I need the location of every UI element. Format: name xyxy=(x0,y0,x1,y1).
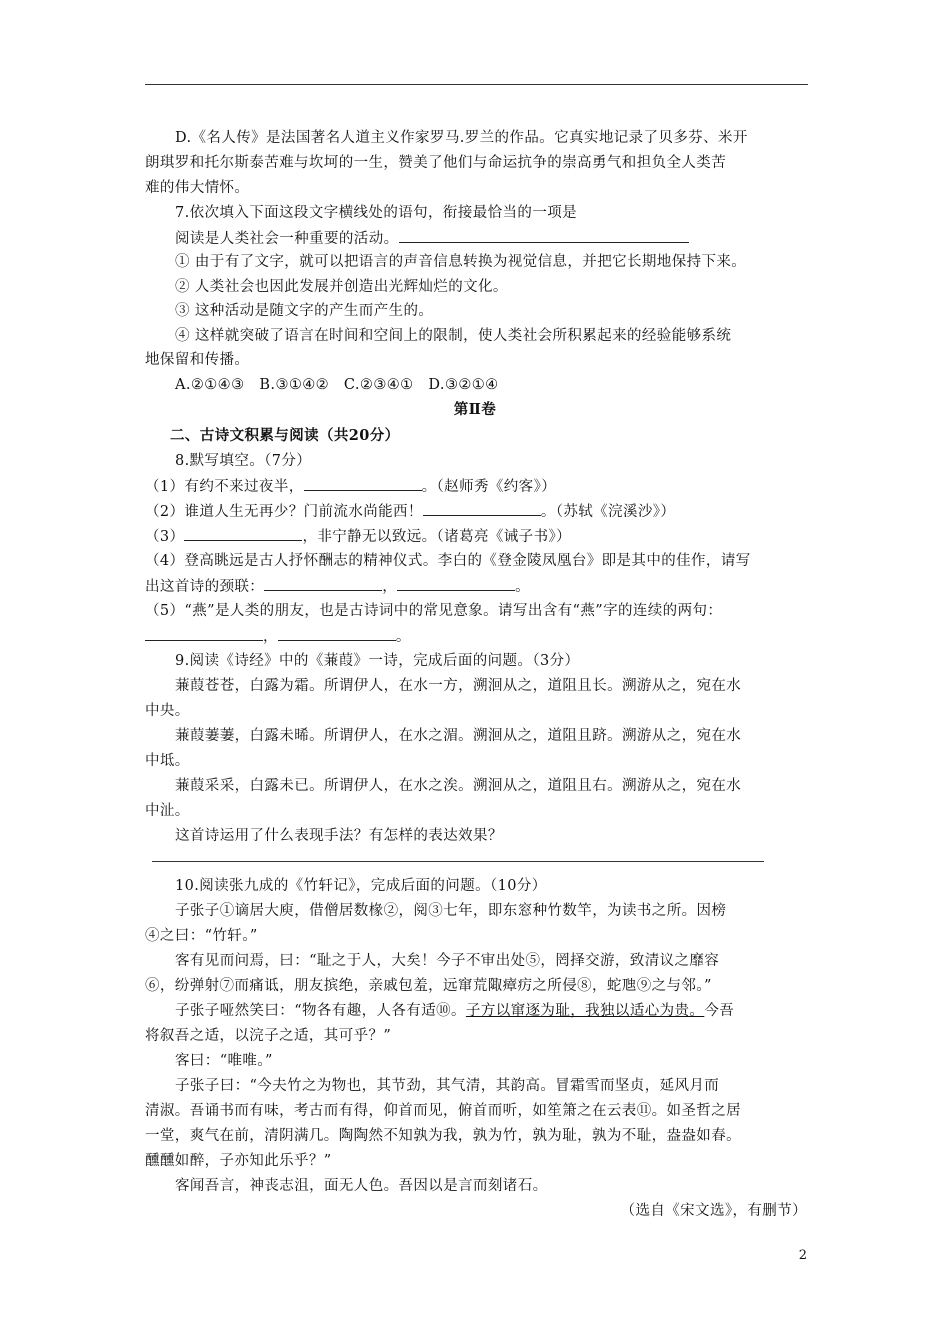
q8-item-2: （2）谁道人生无再少？门前流水尚能西！ 。（苏轼《浣溪沙》） xyxy=(145,501,675,522)
text-para-2-line1: 客有见而问焉，曰：“耻之于人，大矣！今子不审出处⑤，罔择交游，致清议之靡容 xyxy=(175,953,720,969)
q8-item-4-line1: （4）登高眺远是古人抒怀酬志的精神仪式。李白的《登金陵凤凰台》即是其中的佳作，请写 xyxy=(145,553,751,569)
answer-blank[interactable] xyxy=(264,576,382,591)
q9-prompt: 这首诗运用了什么表现手法？有怎样的表达效果？ xyxy=(175,828,503,844)
poem-stanza-1-line2: 中央。 xyxy=(145,703,190,719)
text-para-6: 客闻吾言，神丧志沮，面无人色。吾因以是言而刻诸石。 xyxy=(175,1178,548,1194)
q6-option-d-line1: D.《名人传》是法国著名人道主义作家罗马.罗兰的作品。它真实地记录了贝多芬、米开 xyxy=(175,130,748,146)
source-citation: （选自《宋文选》，有删节） xyxy=(620,1203,807,1219)
q8-item-3: （3） ，非宁静无以致远。（诸葛亮《诫子书》） xyxy=(145,526,571,547)
q10-question: 10.阅读张九成的《竹轩记》，完成后面的问题。（10分） xyxy=(175,878,547,894)
text-para-3-line2: 将叙吾之适，以浣子之适，其可乎？” xyxy=(145,1028,392,1044)
answer-blank[interactable] xyxy=(304,476,422,491)
q8-item-5-line1: （5）“燕”是人类的朋友，也是古诗词中的常见意象。请写出含有“燕”字的连续的两句： xyxy=(145,603,723,619)
poem-stanza-3-line1: 蒹葭采采，白露未已。所谓伊人，在水之涘。溯洄从之，道阻且右。溯游从之，宛在水 xyxy=(175,778,742,794)
answer-blank[interactable] xyxy=(423,501,541,516)
q7-question: 7.依次填入下面这段文字横线处的语句，衔接最恰当的一项是 xyxy=(175,205,578,221)
poem-stanza-3-line2: 中沚。 xyxy=(145,803,190,819)
text-para-2-line2: ⑥，纷弹射⑦而痛诋，朋友摈绝，亲戚包羞，远窜荒陬瘴疠之所侵⑧，蛇虺⑨之与邻。” xyxy=(145,978,712,994)
q6-option-d-line3: 难的伟大情怀。 xyxy=(145,180,250,196)
text-para-1-line1: 子张子①谪居大庾，借僧居数椽②，阅③七年，即东窓种竹数竿，为读书之所。因榜 xyxy=(175,903,727,919)
section-heading: 二、古诗文积累与阅读（共20分） xyxy=(170,427,400,444)
q7-item-1: ① 由于有了文字，就可以把语言的声音信息转换为视觉信息，并把它长期地保持下来。 xyxy=(175,254,747,270)
text-para-5-line3: 一堂，爽气在前，清阴满几。陶陶然不知孰为我，孰为竹，孰为耻，孰为不耻，盎盎如春。 xyxy=(145,1128,741,1144)
q8-item-1: （1）有约不来过夜半， 。（赵师秀《约客》） xyxy=(145,476,556,497)
q7-item-2: ② 人类社会也因此发展并创造出光辉灿烂的文化。 xyxy=(175,279,508,295)
text-para-5-line2: 清淑。吾诵书而有味，考古而有得，仰首而见，俯首而听，如笙箫之在云表⑪。如圣哲之居 xyxy=(145,1103,741,1119)
q7-item-3: ③ 这种活动是随文字的产生而产生的。 xyxy=(175,303,434,319)
answer-blank[interactable] xyxy=(397,576,515,591)
volume-heading: 第Ⅱ卷 xyxy=(453,401,497,418)
text-para-4: 客曰：“唯唯。” xyxy=(175,1053,273,1069)
q8-item-4-line2: 出这首诗的颈联： ， 。 xyxy=(145,576,530,597)
q7-item-4-line2: 地保留和传播。 xyxy=(145,352,250,368)
poem-stanza-1-line1: 蒹葭苍苍，白露为霜。所谓伊人，在水一方，溯洄从之，道阻且长。溯游从之，宛在水 xyxy=(175,678,742,694)
q7-item-4-line1: ④ 这样就突破了语言在时间和空间上的限制，使人类社会所积累起来的经验能够系统 xyxy=(175,328,732,344)
poem-stanza-2-line1: 蒹葭萋萋，白露未晞。所谓伊人，在水之湄。溯洄从之，道阻且跻。溯游从之，宛在水 xyxy=(175,728,742,744)
answer-blank[interactable] xyxy=(145,626,263,641)
q8-item-5-line2: ， 。 xyxy=(145,626,411,647)
answer-blank[interactable] xyxy=(184,526,302,541)
text-para-5-line4: 醺醺如醉，子亦知此乐乎？” xyxy=(145,1153,332,1169)
q7-options: A.②①④③ B.③①④② C.②③④① D.③②①④ xyxy=(175,377,499,393)
text-para-1-line2: ④之曰：“竹轩。” xyxy=(145,928,258,944)
poem-stanza-2-line2: 中坻。 xyxy=(145,753,190,769)
page-number: 2 xyxy=(798,1248,807,1263)
q7-stem: 阅读是人类社会一种重要的活动。 xyxy=(175,228,689,249)
answer-blank[interactable] xyxy=(278,626,396,641)
underlined-sentence: 子方以窜逐为耻，我独以适心为贵。 xyxy=(465,1003,705,1019)
q8-question: 8.默写填空。（7分） xyxy=(175,453,312,469)
text-para-5-line1: 子张子曰：“今夫竹之为物也，其节劲，其气清，其韵高。冒霜雪而坚贞，延风月而 xyxy=(175,1078,720,1094)
answer-blank[interactable] xyxy=(399,228,689,243)
q6-option-d-line2: 朗琪罗和托尔斯泰苦难与坎坷的一生，赞美了他们与命运抗争的崇高勇气和担负全人类苦 xyxy=(145,155,727,171)
text-para-3-line1: 子张子哑然笑曰：“物各有趣，人各有适⑩。子方以窜逐为耻，我独以适心为贵。今吾 xyxy=(175,1003,735,1019)
q9-answer-line[interactable] xyxy=(152,861,764,862)
q9-question: 9.阅读《诗经》中的《蒹葭》一诗，完成后面的问题。（3分） xyxy=(175,653,580,669)
header-rule xyxy=(145,84,808,85)
